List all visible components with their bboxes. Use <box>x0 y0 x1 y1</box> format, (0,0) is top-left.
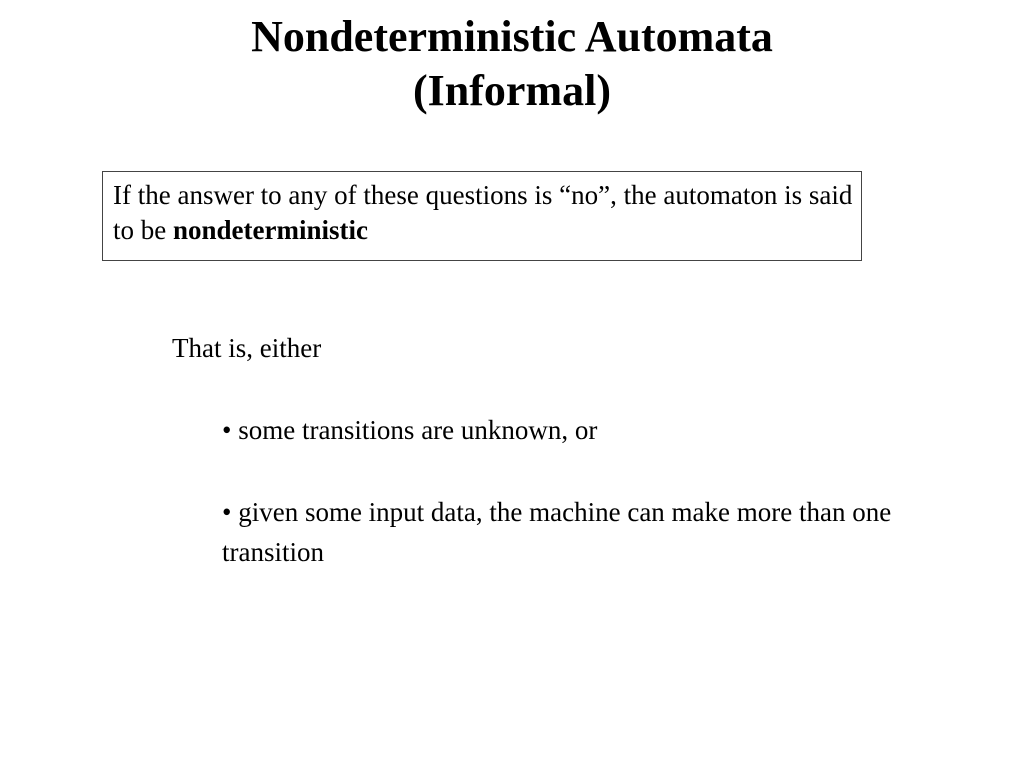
title-line-2: (Informal) <box>413 66 611 115</box>
lead-text: That is, either <box>172 333 322 363</box>
definition-callout-box <box>102 171 862 261</box>
callout-text: If the answer to any of these questions is “no”, the automaton is said to be <box>113 180 853 245</box>
slide-title <box>0 10 1024 118</box>
callout-emphasis: nondeterministic <box>173 215 368 245</box>
bullet-item-1: • some transitions are unknown, or <box>222 415 598 445</box>
title-line-1: Nondeterministic Automata <box>251 12 773 61</box>
bullet-item-2: • given some input data, the machine can make more than one transition <box>222 497 892 567</box>
